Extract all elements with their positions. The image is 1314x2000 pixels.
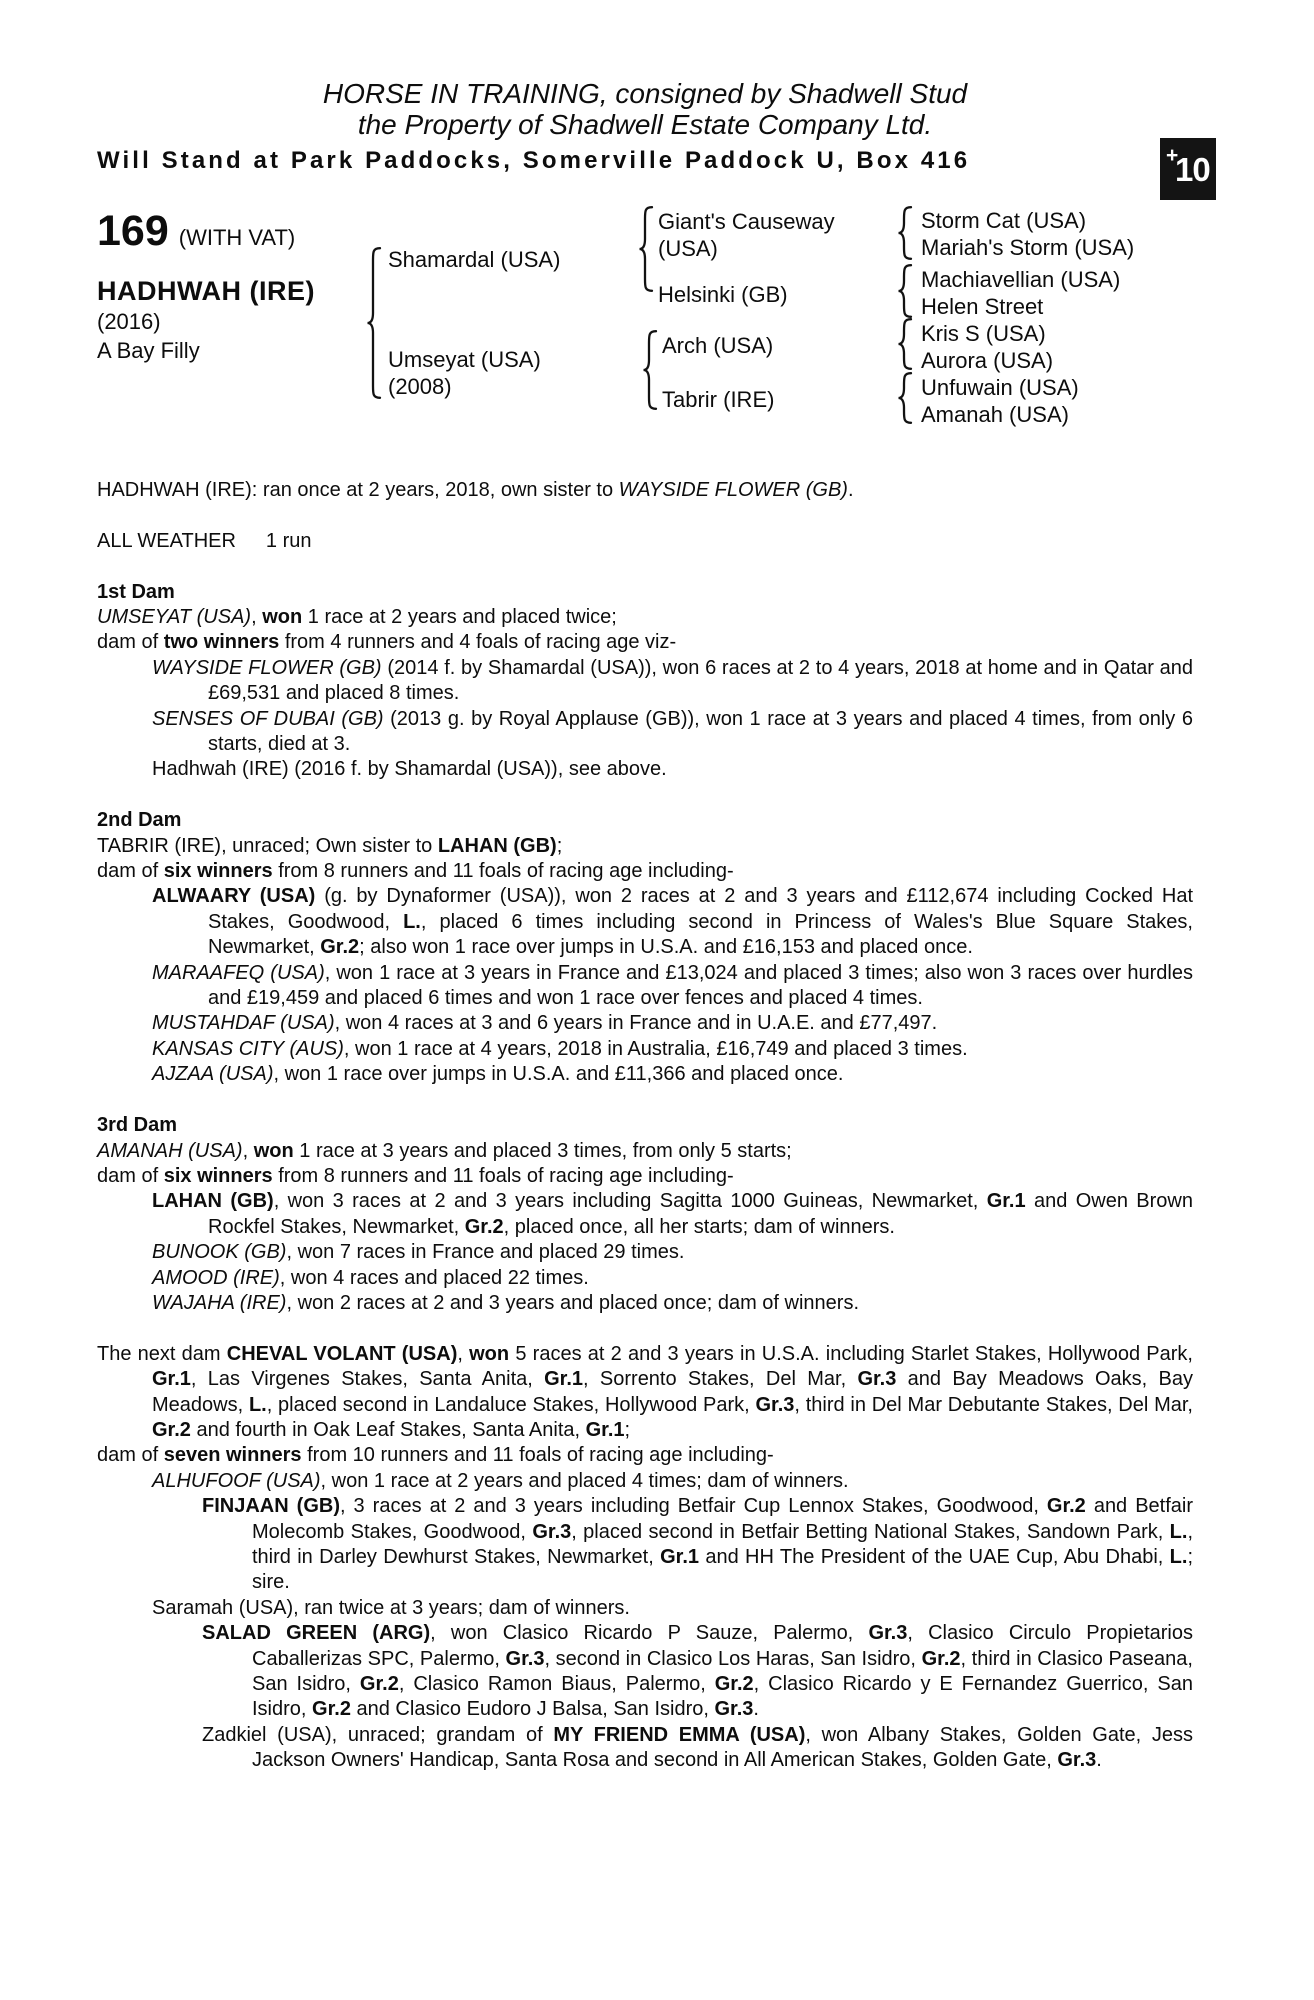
progeny-entry — [97, 1189, 1193, 1240]
dam-block — [388, 346, 541, 400]
text-run: and HH The President of the UAE Cup, Abu Dhabi, — [699, 1545, 1170, 1568]
text-run: , — [242, 1139, 254, 1162]
text-run: AJZAA (USA) — [152, 1063, 274, 1086]
great-grandparent-name: Amanah (USA) — [921, 402, 1069, 427]
text-run: , — [457, 1342, 470, 1365]
progeny-entry — [97, 1062, 1193, 1087]
text-run: seven winners — [163, 1444, 302, 1467]
text-run: Gr.3 — [714, 1698, 754, 1721]
text-run: and fourth in Oak Leaf Stakes, Santa Anita, — [190, 1418, 586, 1441]
text-run: Zadkiel (USA), unraced; grandam of — [202, 1723, 554, 1746]
progeny-entry — [97, 1291, 1193, 1316]
text-run: LAHAN (GB) — [152, 1190, 274, 1213]
progeny-entry — [97, 1723, 1193, 1774]
text-run: Gr.3 — [532, 1520, 572, 1543]
progeny-entry — [97, 1494, 1193, 1596]
text-run: Gr.2 — [312, 1698, 351, 1721]
text-run: , Clasico Circulo Propietarios Caballerizas SPC, Palermo, — [252, 1622, 1193, 1670]
progeny-entry — [97, 961, 1193, 1012]
property-line: the Property of Shadwell Estate Company Ltd. — [357, 109, 933, 140]
text-run: . — [753, 1698, 759, 1721]
text-run: L. — [1169, 1520, 1188, 1543]
progeny-entry — [97, 1266, 1193, 1291]
text-run: WAYSIDE FLOWER (GB) — [618, 479, 848, 501]
progeny-entry — [97, 1240, 1193, 1265]
text-run: MY FRIEND EMMA (USA) — [553, 1723, 806, 1746]
text-run: from 8 runners and 11 foals of racing age including- — [272, 1164, 734, 1187]
text-run: ALHUFOOF (USA) — [152, 1469, 321, 1492]
text-run: Gr.1 — [585, 1418, 625, 1441]
text-run: Gr.1 — [544, 1368, 584, 1391]
vat-note: (WITH VAT) — [178, 225, 296, 250]
horse-name: HADHWAH (IRE) — [97, 276, 315, 306]
progeny-entry — [97, 707, 1193, 758]
dams-sire-name: Arch (USA) — [662, 333, 774, 358]
text-run: FINJAAN (GB) — [202, 1495, 340, 1518]
text-run: won — [253, 1139, 294, 1162]
text-run: L. — [1169, 1545, 1188, 1568]
text-run: Gr.1 — [152, 1368, 191, 1391]
text-run: 1 run — [265, 529, 312, 552]
text-run: and Clasico Eudoro J Balsa, San Isidro, — [350, 1698, 715, 1721]
dam-summary — [97, 834, 1193, 859]
text-run: from 10 runners and 11 foals of racing age including- — [301, 1444, 774, 1467]
great-grandparent-name: Storm Cat (USA) — [921, 208, 1087, 233]
text-run: ALWAARY (USA) — [152, 885, 316, 908]
catalogue-body — [97, 478, 1193, 1774]
text-run: WAJAHA (IRE) — [152, 1291, 287, 1314]
text-run: AMANAH (USA) — [97, 1139, 243, 1162]
text-run: , placed second in Betfair Betting National Stakes, Sandown Park, — [571, 1520, 1170, 1543]
text-run: , won 1 race at 3 years in France and £13,024 and placed 3 times; also won 3 races over hurdles and £19,459 and placed 6 times and won 1 race over fences and placed 4 times. — [208, 961, 1193, 1010]
g3-pair — [921, 207, 1134, 261]
text-run: two winners — [163, 631, 280, 654]
pedigree-brace-icon — [897, 206, 913, 265]
text-run: dam of — [97, 631, 164, 654]
text-run: Gr.3 — [868, 1622, 908, 1645]
foaling-year: (2016) — [97, 309, 161, 334]
text-run: Gr.3 — [505, 1647, 545, 1670]
race-record-line — [97, 529, 1193, 554]
great-grandparent-name: Mariah's Storm (USA) — [921, 235, 1135, 260]
sires-sire-name: Giant's Causeway — [658, 209, 835, 234]
text-run: , placed second in Landaluce Stakes, Hollywood Park, — [266, 1393, 756, 1416]
text-run: Gr.2 — [464, 1215, 504, 1238]
text-run: . — [1096, 1749, 1102, 1772]
dam-name: Umseyat (USA) — [388, 347, 541, 372]
text-run: (g. by Dynaformer (USA)), won 2 races at 2 and 3 years and £112,674 including Cocked Hat Stakes, Goodwood, — [208, 885, 1193, 933]
dam-year: (2008) — [388, 374, 452, 399]
text-run: BUNOOK (GB) — [152, 1241, 287, 1264]
text-run: ; — [556, 834, 563, 857]
dam-produce-summary — [97, 1443, 1193, 1468]
sires-dam-name: Helsinki (GB) — [658, 282, 788, 307]
pedigree-brace-icon — [897, 318, 913, 375]
text-run: 5 races at 2 and 3 years in U.S.A. including Starlet Stakes, Hollywood Park, — [509, 1342, 1193, 1365]
text-run: LAHAN (GB) — [437, 834, 557, 857]
text-run: Gr.2 — [921, 1647, 961, 1670]
text-run: , won 3 races at 2 and 3 years including Sagitta 1000 Guineas, Newmarket, — [273, 1190, 987, 1213]
text-run: (2013 g. by Royal Applause (GB)), won 1 race at 3 years and placed 4 times, from only 6 starts, died at 3. — [208, 707, 1193, 756]
text-run: ; sire. — [252, 1545, 1193, 1594]
text-run: Hadhwah (IRE) (2016 f. by Shamardal (USA)), see above. — [152, 758, 667, 781]
first-dam-heading: 1st Dam — [97, 580, 175, 603]
text-run: The next dam — [97, 1342, 227, 1365]
pedigree-brace-icon — [897, 264, 913, 323]
great-grandparent-name: Aurora (USA) — [921, 348, 1054, 373]
next-dam-paragraph — [97, 1342, 1193, 1444]
text-run: Gr.3 — [1057, 1749, 1097, 1772]
text-run: six winners — [163, 860, 273, 883]
dam-produce-summary — [97, 1164, 1193, 1189]
text-run: , won 2 races at 2 and 3 years and placed once; dam of winners. — [286, 1291, 860, 1314]
text-run: , won Albany Stakes, Golden Gate, Jess Jackson Owners' Handicap, Santa Rosa and second in All American Stakes, Golden Gate, — [252, 1723, 1193, 1772]
text-run: , won 1 race at 4 years, 2018 in Australia, £16,749 and placed 3 times. — [343, 1037, 968, 1060]
plus-icon: + — [1166, 144, 1179, 167]
text-run: dam of — [97, 1164, 164, 1187]
text-run: dam of — [97, 1444, 164, 1467]
text-run: Gr.3 — [857, 1368, 897, 1391]
text-run: Gr.2 — [320, 936, 360, 959]
progeny-entry — [97, 1621, 1193, 1723]
text-run: from 8 runners and 11 foals of racing age including- — [272, 860, 734, 883]
progeny-entry — [97, 1596, 1193, 1621]
pedigree-brace-icon — [897, 372, 913, 429]
text-run: TABRIR (IRE), unraced; Own sister to — [97, 834, 438, 857]
text-run: Saramah (USA), ran twice at 3 years; dam of winners. — [152, 1596, 630, 1619]
text-run: Gr.3 — [755, 1393, 795, 1416]
text-run: won — [469, 1342, 510, 1365]
text-run: (2014 f. by Shamardal (USA)), won 6 races at 2 to 4 years, 2018 at home and in Qatar and £69,531 and placed 8 times. — [208, 656, 1194, 705]
progeny-entry — [97, 884, 1193, 960]
text-run: 1 race at 2 years and placed twice; — [302, 606, 617, 628]
great-grandparent-name: Helen Street — [921, 294, 1044, 319]
text-run: won — [262, 606, 303, 628]
text-run: , won 4 races and placed 22 times. — [279, 1266, 589, 1289]
progeny-entry — [97, 1469, 1193, 1494]
text-run: six winners — [163, 1164, 273, 1187]
text-run: CHEVAL VOLANT (USA) — [226, 1342, 458, 1365]
text-run: AMOOD (IRE) — [152, 1266, 280, 1289]
lot-number-line — [97, 208, 295, 254]
pedigree-brace-icon — [642, 330, 658, 415]
dams-dam-name: Tabrir (IRE) — [662, 387, 775, 412]
lot-number: 169 — [97, 207, 169, 255]
text-run: 1 race at 3 years and placed 3 times, from only 5 starts; — [293, 1139, 792, 1162]
progeny-entry — [97, 1011, 1193, 1036]
text-run: . — [847, 479, 854, 501]
pedigree-brace-icon — [638, 206, 654, 297]
text-run: ; also won 1 race over jumps in U.S.A. and £16,153 and placed once. — [359, 936, 973, 959]
text-run: , Las Virgenes Stakes, Santa Anita, — [190, 1368, 545, 1391]
text-run: MARAAFEQ (USA) — [152, 961, 325, 984]
text-run: dam of — [97, 860, 164, 883]
intro-line — [97, 478, 1193, 503]
text-run: SALAD GREEN (ARG) — [202, 1622, 431, 1645]
consignor-line: HORSE IN TRAINING, consigned by Shadwell Stud — [322, 78, 968, 109]
text-run: L. — [248, 1393, 267, 1416]
text-run: , won Clasico Ricardo P Sauze, Palermo, — [430, 1622, 869, 1645]
text-run: , Sorrento Stakes, Del Mar, — [583, 1368, 858, 1391]
sire-name: Shamardal (USA) — [388, 247, 561, 272]
stand-location-line: Will Stand at Park Paddocks, Somerville Paddock U, Box 416 — [97, 147, 971, 174]
text-run: , third in Darley Dewhurst Stakes, Newmarket, — [252, 1520, 1194, 1568]
text-run: UMSEYAT (USA) — [97, 606, 252, 628]
text-run: , 3 races at 2 and 3 years including Betfair Cup Lennox Stakes, Goodwood, — [340, 1495, 1047, 1518]
text-run: KANSAS CITY (AUS) — [152, 1037, 344, 1060]
text-run: , third in Clasico Paseana, San Isidro, — [252, 1647, 1193, 1696]
pedigree-brace-icon — [366, 247, 382, 404]
g3-pair — [921, 320, 1053, 374]
g3-pair — [921, 266, 1120, 320]
text-run: , placed once, all her starts; dam of winners. — [503, 1215, 895, 1238]
sires-sire-block — [658, 208, 835, 262]
third-dam-heading: 3rd Dam — [97, 1114, 178, 1137]
text-run: , won 1 race at 2 years and placed 4 times; dam of winners. — [320, 1469, 849, 1492]
great-grandparent-name: Kris S (USA) — [921, 321, 1046, 346]
text-run: Gr.1 — [660, 1545, 700, 1568]
text-run: SENSES OF DUBAI (GB) — [152, 707, 384, 730]
text-run: and Bay Meadows Oaks, Bay Meadows, — [152, 1368, 1193, 1416]
second-dam-heading: 2nd Dam — [97, 809, 182, 832]
text-run: , Clasico Ramon Biaus, Palermo, — [398, 1673, 715, 1696]
dam-summary — [97, 605, 1193, 630]
text-run: ALL WEATHER — [97, 529, 236, 552]
great-grandparent-name: Unfuwain (USA) — [921, 375, 1079, 400]
text-run: Gr.2 — [359, 1673, 399, 1696]
text-run: , second in Clasico Los Haras, San Isidro, — [544, 1647, 922, 1670]
text-run: , third in Del Mar Debutante Stakes, Del Mar, — [794, 1393, 1193, 1416]
text-run: , — [251, 606, 263, 628]
text-run: Gr.2 — [714, 1673, 754, 1696]
badge-number: 10 — [1175, 151, 1210, 188]
text-run: WAYSIDE FLOWER (GB) — [152, 656, 382, 679]
text-run: and Betfair Molecomb Stakes, Goodwood, — [252, 1495, 1193, 1543]
text-run: , won 7 races in France and placed 29 times. — [286, 1241, 685, 1264]
text-run: , Clasico Ricardo y E Fernandez Guerrico, San Isidro, — [252, 1673, 1193, 1721]
horse-description: A Bay Filly — [97, 338, 200, 363]
text-run: Gr.2 — [1046, 1495, 1086, 1518]
text-run: , placed 6 times including second in Princess of Wales's Blue Square Stakes, Newmarket, — [208, 910, 1193, 959]
text-run: Gr.2 — [152, 1418, 191, 1441]
progeny-entry — [97, 1037, 1193, 1062]
sires-sire-suffix: (USA) — [658, 236, 718, 261]
g3-pair — [921, 374, 1079, 428]
text-run: ; — [624, 1418, 631, 1441]
text-run: , won 1 race over jumps in U.S.A. and £11,366 and placed once. — [273, 1063, 844, 1086]
progeny-entry — [97, 656, 1193, 707]
text-run: , won 4 races at 3 and 6 years in France and in U.A.E. and £77,497. — [334, 1012, 938, 1035]
dam-summary — [97, 1139, 1193, 1164]
text-run: Gr.1 — [986, 1190, 1026, 1213]
text-run: and Owen Brown Rockfel Stakes, Newmarket, — [208, 1190, 1194, 1238]
text-run: MUSTAHDAF (USA) — [152, 1012, 335, 1035]
pedigree-table — [0, 0, 1314, 460]
dam-produce-summary — [97, 859, 1193, 884]
text-run: from 4 runners and 4 foals of racing age viz- — [279, 631, 677, 654]
great-grandparent-name: Machiavellian (USA) — [921, 267, 1121, 292]
progeny-entry — [97, 757, 1193, 782]
text-run: HADHWAH (IRE): ran once at 2 years, 2018, own sister to — [97, 479, 619, 501]
text-run: L. — [403, 910, 421, 933]
dam-produce-summary — [97, 630, 1193, 655]
